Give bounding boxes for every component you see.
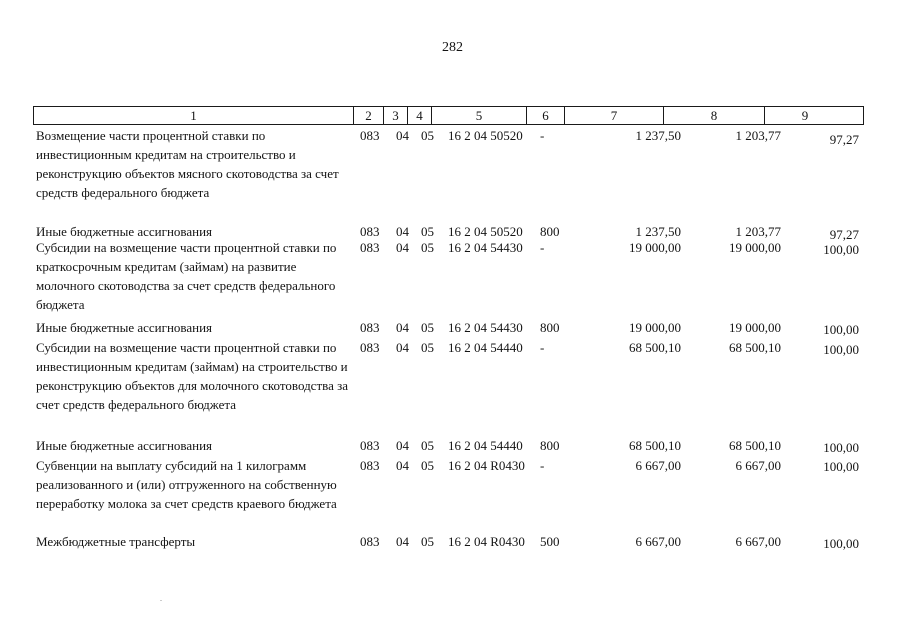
row-subsection-code: 05 (421, 340, 434, 355)
row-name: Субсидии на возмещение части процентной ставки по краткосрочным кредитам (займам) на развитие молочного скотоводства за счет средств федерального бюджета (36, 240, 337, 312)
row-value-percent: 97,27 (829, 227, 859, 242)
row-target-code: 16 2 04 R0430 (448, 458, 525, 473)
row-expense-type: - (540, 128, 545, 143)
row-section-code: 04 (396, 240, 409, 255)
row-target-code: 16 2 04 54430 (448, 320, 523, 335)
header-col-9: 9 (801, 108, 809, 123)
row-target-code: 16 2 04 R0430 (448, 534, 525, 549)
row-admin-code: 083 (360, 240, 380, 255)
row-value-plan: 19 000,00 (629, 320, 681, 335)
row-subsection-code: 05 (421, 534, 434, 549)
row-value-actual: 19 000,00 (729, 240, 781, 255)
row-value-plan: 19 000,00 (629, 240, 681, 255)
row-value-plan: 1 237,50 (635, 224, 681, 239)
row-value-actual: 1 203,77 (735, 224, 781, 239)
row-expense-type: 800 (540, 320, 560, 335)
row-target-code: 16 2 04 50520 (448, 128, 523, 143)
header-col-8: 8 (664, 107, 765, 124)
row-value-actual: 68 500,10 (729, 438, 781, 453)
row-value-plan: 6 667,00 (635, 458, 681, 473)
row-subsection-code: 05 (421, 438, 434, 453)
row-expense-type: - (540, 458, 545, 473)
row-subsection-code: 05 (421, 458, 434, 473)
row-value-plan: 68 500,10 (629, 340, 681, 355)
row-expense-type: 800 (540, 438, 560, 453)
row-name: Субсидии на возмещение части процентной ставки по инвестиционным кредитам (займам) на строительство и реконструкцию объектов для молочного скотоводства за счет средств федерального бюджета (36, 340, 349, 412)
row-value-percent: 100,00 (823, 342, 859, 357)
row-value-plan: 68 500,10 (629, 438, 681, 453)
row-admin-code: 083 (360, 320, 380, 335)
row-admin-code: 083 (360, 438, 380, 453)
header-col-2: 2 (354, 107, 384, 124)
row-value-percent: 100,00 (823, 440, 859, 455)
row-subsection-code: 05 (421, 224, 434, 239)
row-value-percent: 100,00 (823, 536, 859, 551)
row-value-actual: 6 667,00 (735, 458, 781, 473)
row-value-actual: 1 203,77 (735, 128, 781, 143)
row-value-actual: 6 667,00 (735, 534, 781, 549)
row-admin-code: 083 (360, 458, 380, 473)
header-col-6: 6 (527, 107, 565, 124)
row-value-percent: 100,00 (823, 459, 859, 474)
page-number: 282 (442, 40, 463, 55)
row-value-plan: 6 667,00 (635, 534, 681, 549)
scan-speck (160, 600, 162, 601)
row-name: Субвенции на выплату субсидий на 1 килограмм реализованного и (или) отгруженного на собственную переработку молока за счет средств краевого бюджета (36, 458, 337, 511)
row-section-code: 04 (396, 340, 409, 355)
row-expense-type: - (540, 340, 545, 355)
row-target-code: 16 2 04 50520 (448, 224, 523, 239)
row-value-actual: 19 000,00 (729, 320, 781, 335)
row-target-code: 16 2 04 54440 (448, 438, 523, 453)
row-name: Иные бюджетные ассигнования (36, 438, 213, 453)
row-section-code: 04 (396, 128, 409, 143)
row-subsection-code: 05 (421, 240, 434, 255)
row-name: Межбюджетные трансферты (36, 534, 196, 549)
row-admin-code: 083 (360, 340, 380, 355)
header-col-5: 5 (432, 107, 527, 124)
row-subsection-code: 05 (421, 320, 434, 335)
row-admin-code: 083 (360, 224, 380, 239)
row-value-actual: 68 500,10 (729, 340, 781, 355)
row-expense-type: 800 (540, 224, 560, 239)
row-expense-type: 500 (540, 534, 560, 549)
row-section-code: 04 (396, 224, 409, 239)
row-subsection-code: 05 (421, 128, 434, 143)
header-col-3: 3 (384, 107, 408, 124)
row-name: Иные бюджетные ассигнования (36, 320, 213, 335)
row-name: Иные бюджетные ассигнования (36, 224, 213, 239)
row-section-code: 04 (396, 438, 409, 453)
row-section-code: 04 (396, 458, 409, 473)
header-col-1: 1 (34, 107, 354, 124)
row-target-code: 16 2 04 54440 (448, 340, 523, 355)
row-admin-code: 083 (360, 534, 380, 549)
row-section-code: 04 (396, 320, 409, 335)
row-value-percent: 97,27 (829, 132, 859, 147)
row-target-code: 16 2 04 54430 (448, 240, 523, 255)
row-admin-code: 083 (360, 128, 380, 143)
row-value-percent: 100,00 (823, 322, 859, 337)
header-col-7: 7 (565, 107, 664, 124)
table-header (33, 106, 864, 125)
row-expense-type: - (540, 240, 545, 255)
row-section-code: 04 (396, 534, 409, 549)
row-value-percent: 100,00 (823, 242, 859, 257)
header-col-4: 4 (408, 107, 432, 124)
row-value-plan: 1 237,50 (635, 128, 681, 143)
row-name: Возмещение части процентной ставки по инвестиционным кредитам на строительство и реконструкцию объектов мясного скотоводства за счет средств федерального бюджета (36, 128, 339, 200)
